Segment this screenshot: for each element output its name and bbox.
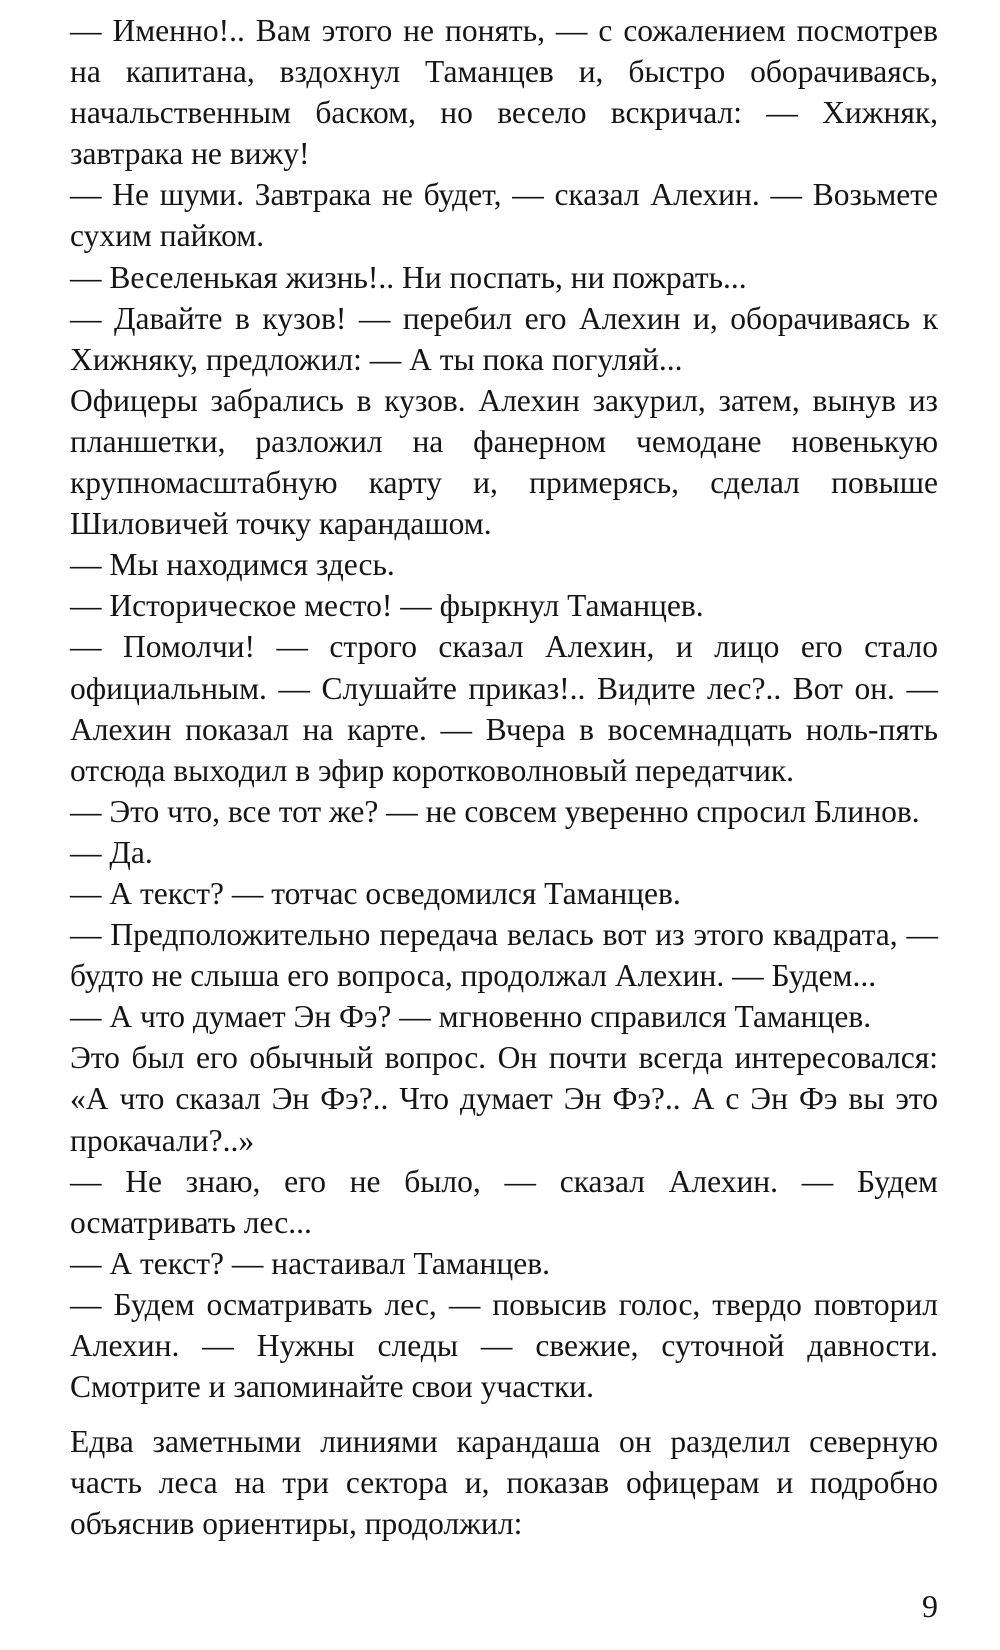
paragraph: Офицеры забрались в кузов. Алехин закурил, затем, вынув из планшетки, разложил на фанерном чемодане новенькую крупномасштабную карту и, примерясь, сделал повыше Шиловичей точку карандашом. — [70, 382, 938, 542]
body-text — [70, 10, 938, 1544]
paragraph: — Это что, все тот же? — не совсем уверенно спросил Блинов. — [70, 793, 920, 829]
paragraph: — Мы находимся здесь. — [70, 547, 395, 583]
page-number: 9 — [922, 1588, 938, 1624]
paragraph: — Историческое место! — фыркнул Таманцев. — [70, 588, 704, 624]
paragraph: — Да. — [70, 834, 153, 870]
paragraph: — Не знаю, его не было, — сказал Алехин. — Будем осматривать лес... — [70, 1163, 938, 1240]
paragraph: — Не шуми. Завтрака не будет, — сказал Алехин. — Возьмете сухим пайком. — [70, 177, 938, 254]
paragraph: — Давайте в кузов! — перебил его Алехин и, оборачиваясь к Хижняку, предложил: — А ты пока погуляй... — [70, 300, 938, 377]
paragraph: — Помолчи! — строго сказал Алехин, и лицо его стало официальным. — Слушайте приказ!.. Видите лес?.. Вот он. — Алехин показал на карте. — Вчера в восемнадцать ноль-пять отсюда выходил в эфир коротковолновый передатчик. — [70, 629, 938, 788]
paragraph: Это был его обычный вопрос. Он почти всегда интересовался: «А что сказал Эн Фэ?.. Что думает Эн Фэ?.. А с Эн Фэ вы это прокачали?..» — [70, 1040, 938, 1158]
paragraph: — Именно!.. Вам этого не понять, — с сожалением посмотрев на капитана, вздохнул Таманцев и, быстро оборачиваясь, начальственным баском, но весело вскричал: — Хижняк, завтрака не вижу! — [70, 13, 938, 172]
paragraph: — А текст? — тотчас осведомился Таманцев. — [70, 875, 681, 911]
paragraph: — А что думает Эн Фэ? — мгновенно справился Таманцев. — [70, 999, 872, 1035]
paragraph: Едва заметными линиями карандаша он разделил северную часть леса на три сектора и, показав офицерам и подробно объяснив ориентиры, продолжил: — [70, 1424, 938, 1542]
paragraph: — А текст? — настаивал Таманцев. — [70, 1245, 550, 1281]
paragraph: — Предположительно передача велась вот из этого квадрата, — будто не слыша его вопроса, продолжал Алехин. — Будем... — [70, 917, 938, 994]
paragraph: — Будем осматривать лес, — повысив голос, твердо повторил Алехин. — Нужны следы — свежие, суточной давности. Смотрите и запоминайте свои участки. — [70, 1286, 938, 1405]
paragraph: — Веселенькая жизнь!.. Ни поспать, ни пожрать... — [70, 259, 747, 295]
